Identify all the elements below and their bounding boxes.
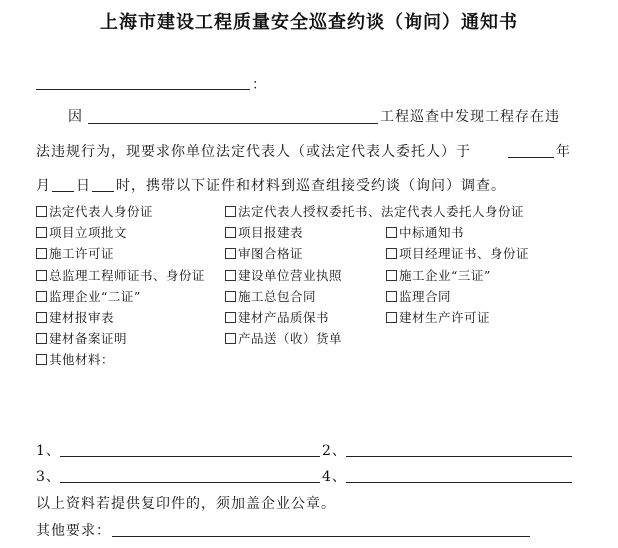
item-number: 4、 (322, 469, 347, 485)
checkbox-icon[interactable] (36, 333, 47, 344)
other-requirements-blank[interactable] (112, 536, 530, 537)
checkbox-icon[interactable] (225, 312, 236, 323)
checkbox-icon[interactable] (386, 248, 397, 259)
paragraph-line1-tail: 工程巡查中发现工程存在违 (380, 109, 560, 125)
checklist-item[interactable]: 建设单位营业执照 (225, 266, 342, 284)
checkbox-icon[interactable] (36, 354, 47, 365)
checklist-item[interactable]: 法定代表人授权委托书、法定代表人委托人身份证 (225, 202, 524, 220)
checklist-item[interactable]: 施工许可证 (36, 244, 114, 262)
checklist-item[interactable]: 法定代表人身份证 (36, 202, 153, 220)
paragraph-line3-rest: 时，携带以下证件和材料到巡查组接受约谈（询问）调查。 (116, 178, 506, 194)
checkbox-icon[interactable] (225, 206, 236, 217)
item-blank-3[interactable] (60, 482, 320, 483)
item-number: 1、 (36, 443, 61, 459)
checklist-item[interactable]: 施工企业“三证” (386, 266, 491, 284)
checkbox-icon[interactable] (36, 312, 47, 323)
checkbox-icon[interactable] (386, 227, 397, 238)
checklist-item[interactable]: 施工总包合同 (225, 287, 316, 305)
day-label: 日 (76, 178, 91, 194)
year-label: 年 (556, 144, 571, 160)
addressee-colon: ： (252, 77, 267, 93)
checklist-item[interactable]: 建材生产许可证 (386, 308, 490, 326)
checklist-item[interactable]: 建材备案证明 (36, 329, 127, 347)
checkbox-icon[interactable] (225, 248, 236, 259)
checkbox-icon[interactable] (225, 270, 236, 281)
checklist-item[interactable]: 监理合同 (386, 287, 451, 305)
month-label: 月 (36, 178, 51, 194)
year-blank[interactable] (508, 157, 554, 158)
checklist-item[interactable]: 项目立项批文 (36, 223, 127, 241)
hour-blank[interactable] (92, 191, 114, 192)
checkbox-icon[interactable] (386, 291, 397, 302)
checkbox-icon[interactable] (36, 248, 47, 259)
checkbox-icon[interactable] (36, 291, 47, 302)
page-title: 上海市建设工程质量安全巡查约谈（询问）通知书 (100, 12, 518, 33)
paragraph-line2: 法违规行为，现要求你单位法定代表人（或法定代表人委托人）于 (36, 144, 471, 160)
addressee-blank[interactable] (36, 89, 250, 90)
checklist-item[interactable]: 项目报建表 (225, 223, 303, 241)
checklist-item[interactable]: 项目经理证书、身份证 (386, 244, 529, 262)
checklist-item[interactable]: 监理企业“二证” (36, 287, 141, 305)
copy-note: 以上资料若提供复印件的，须加盖企业公章。 (36, 496, 336, 512)
item-number: 3、 (36, 469, 61, 485)
checkbox-icon[interactable] (386, 270, 397, 281)
checklist-item[interactable]: 其他材料： (36, 350, 114, 368)
checklist-item[interactable]: 中标通知书 (386, 223, 464, 241)
checkbox-icon[interactable] (36, 227, 47, 238)
checklist-item[interactable]: 产品送（收）货单 (225, 329, 342, 347)
checkbox-icon[interactable] (225, 227, 236, 238)
checklist-item[interactable]: 总监理工程师证书、身份证 (36, 266, 205, 284)
paragraph-prefix: 因 (68, 109, 83, 125)
checkbox-icon[interactable] (225, 291, 236, 302)
checklist-item[interactable]: 审图合格证 (225, 244, 303, 262)
item-number: 2、 (322, 443, 347, 459)
checklist-item[interactable]: 建材产品质保书 (225, 308, 329, 326)
project-name-blank[interactable] (88, 123, 378, 124)
item-blank-4[interactable] (346, 482, 572, 483)
checkbox-icon[interactable] (36, 270, 47, 281)
other-requirements-label: 其他要求： (36, 523, 111, 539)
month-blank[interactable] (52, 191, 74, 192)
checkbox-icon[interactable] (225, 333, 236, 344)
checkbox-icon[interactable] (386, 312, 397, 323)
checkbox-icon[interactable] (36, 206, 47, 217)
item-blank-2[interactable] (346, 456, 572, 457)
checklist-item[interactable]: 建材报审表 (36, 308, 114, 326)
item-blank-1[interactable] (60, 456, 320, 457)
